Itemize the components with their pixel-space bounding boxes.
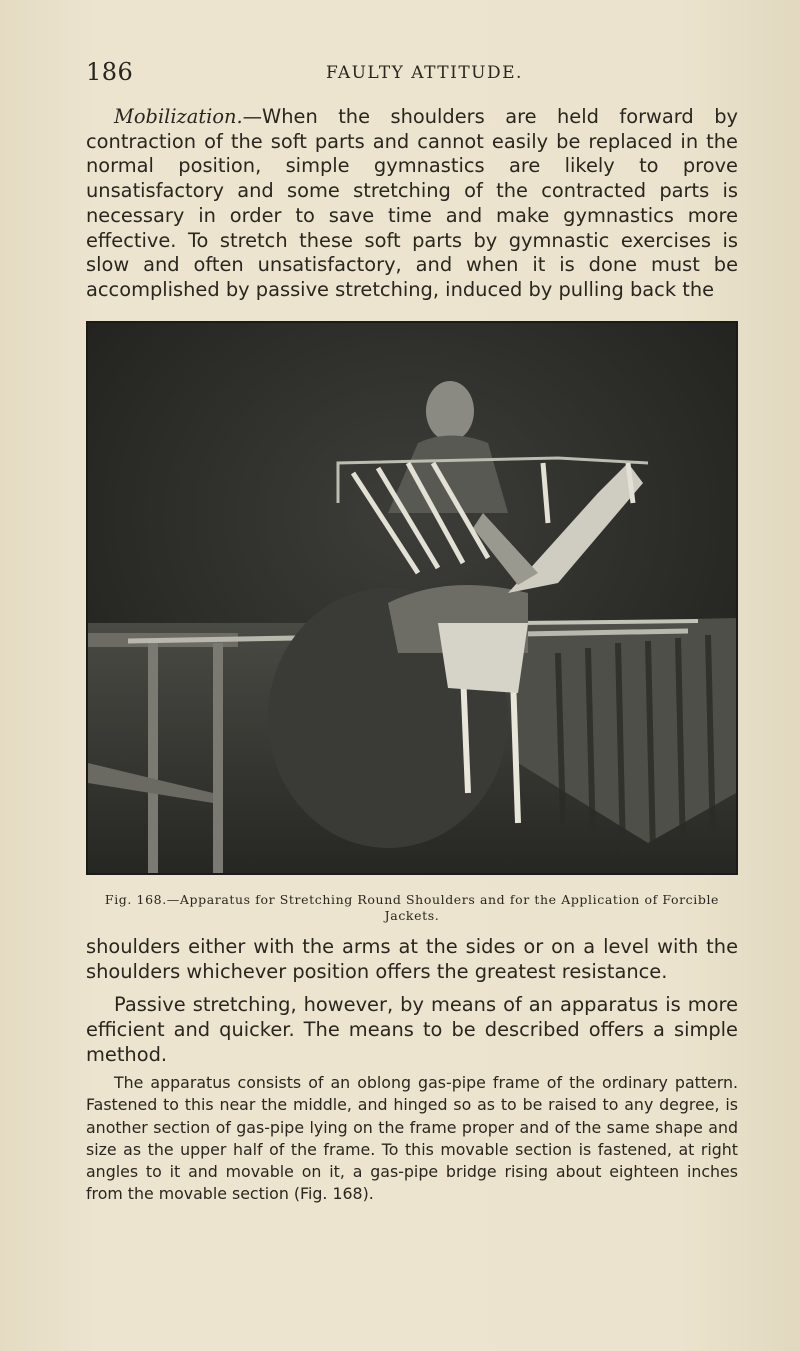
paragraph-lead-term: Mobilization.: [114, 105, 243, 128]
paragraph-continuation: shoulders either with the arms at the sides or on a level with the shoulders whichever position offers the greatest resistance.: [86, 935, 738, 983]
page-number: 186: [86, 58, 134, 86]
paragraph-apparatus: The apparatus consists of an oblong gas-pipe frame of the ordinary pattern. Fastened to this near the middle, and hinged so as to be raised to any degree, is another section of gas-pipe lying on the frame proper and of the same shape and size as the upper half of the frame. To this movable section is fastened, at right angles to it and movable on it, a gas-pipe bridge rising about eighteen inches from the movable section (Fig. 168).: [86, 1073, 738, 1204]
paragraph-body: —When the shoulders are held forward by contraction of the soft parts and cannot easily be replaced in the normal position, simple gymnastics are likely to prove unsatisfactory and some stretching of the contracted parts is necessary in order to save time and make gymnastics more effective. To stretch these soft parts by gymnastic exercises is slow and often unsatisfactory, and when it is done must be accomplished by passive stretching, induced by pulling back the: [86, 105, 738, 301]
running-head: FAULTY ATTITUDE.: [326, 63, 523, 83]
page-header: [86, 58, 736, 90]
figure-caption: Fig. 168.—Apparatus for Stretching Round Shoulders and for the Application of Forcible Jackets.: [104, 892, 720, 923]
paragraph-passive-stretching: Passive stretching, however, by means of an apparatus is more efficient and quicker. The means to be described offers a simple method.: [86, 993, 738, 1066]
photograph-apparatus: [88, 323, 736, 873]
figure-photograph: [86, 321, 738, 875]
paragraph-mobilization: [86, 105, 738, 303]
